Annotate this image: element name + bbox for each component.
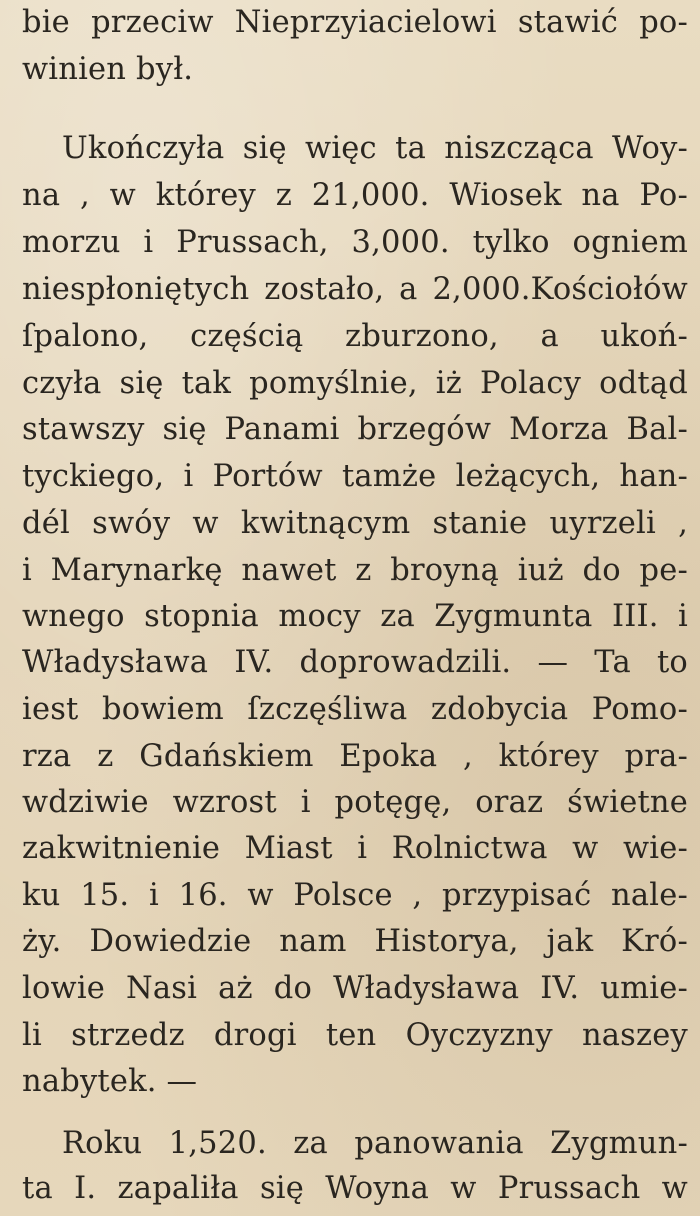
text-line: i Marynarkę nawet z broyną iuż do pe-: [22, 553, 688, 588]
text-line: li strzedz drogi ten Oyczyzny naszey: [22, 1018, 688, 1053]
text-line: ku 15. i 16. w Polsce , przypisać nale-: [22, 878, 688, 913]
text-line: wdziwie wzrost i potęgę, oraz świetne: [22, 785, 688, 820]
text-line: zakwitnienie Miast i Rolnictwa w wie-: [22, 831, 688, 866]
text-line: bie przeciw Nieprzyiacielowi stawić po-: [22, 5, 688, 40]
text-line: na , w którey z 21,000. Wiosek na Po-: [22, 178, 688, 213]
text-line: ſpalono, częścią zburzono, a ukoń-: [22, 319, 688, 354]
text-line: niespłoniętych zostało, a 2,000.Kościołów: [22, 272, 688, 307]
text-line: Roku 1,520. za panowania Zygmun-: [62, 1126, 688, 1161]
text-line: winien był.: [22, 52, 194, 87]
text-line: rza z Gdańskiem Epoka , którey pra-: [22, 739, 688, 774]
text-line: ży. Dowiedzie nam Historya, jak Kró-: [22, 924, 688, 959]
text-line: Ukończyła się więc ta niszcząca Woy-: [62, 131, 688, 166]
text-line: ta I. zapaliła się Woyna w Prussach w: [22, 1171, 688, 1206]
text-line: iest bowiem ſzczęśliwa zdobycia Pomo-: [22, 692, 688, 727]
text-line: dél swóy w kwitnącym stanie uyrzeli ,: [22, 506, 688, 541]
text-line: wnego stopnia mocy za Zygmunta III. i: [22, 599, 688, 634]
text-line: czyła się tak pomyślnie, iż Polacy odtąd: [22, 366, 688, 401]
text-line: lowie Nasi aż do Władysława IV. umie-: [22, 971, 688, 1006]
text-line: tyckiego, i Portów tamże leżących, han-: [22, 459, 688, 494]
text-line: nabytek. —: [22, 1064, 198, 1099]
text-line: stawszy się Panami brzegów Morza Bal-: [22, 412, 688, 447]
text-line: morzu i Prussach, 3,000. tylko ogniem: [22, 225, 688, 260]
text-line: Władysława IV. doprowadzili. — Ta to: [22, 645, 688, 680]
